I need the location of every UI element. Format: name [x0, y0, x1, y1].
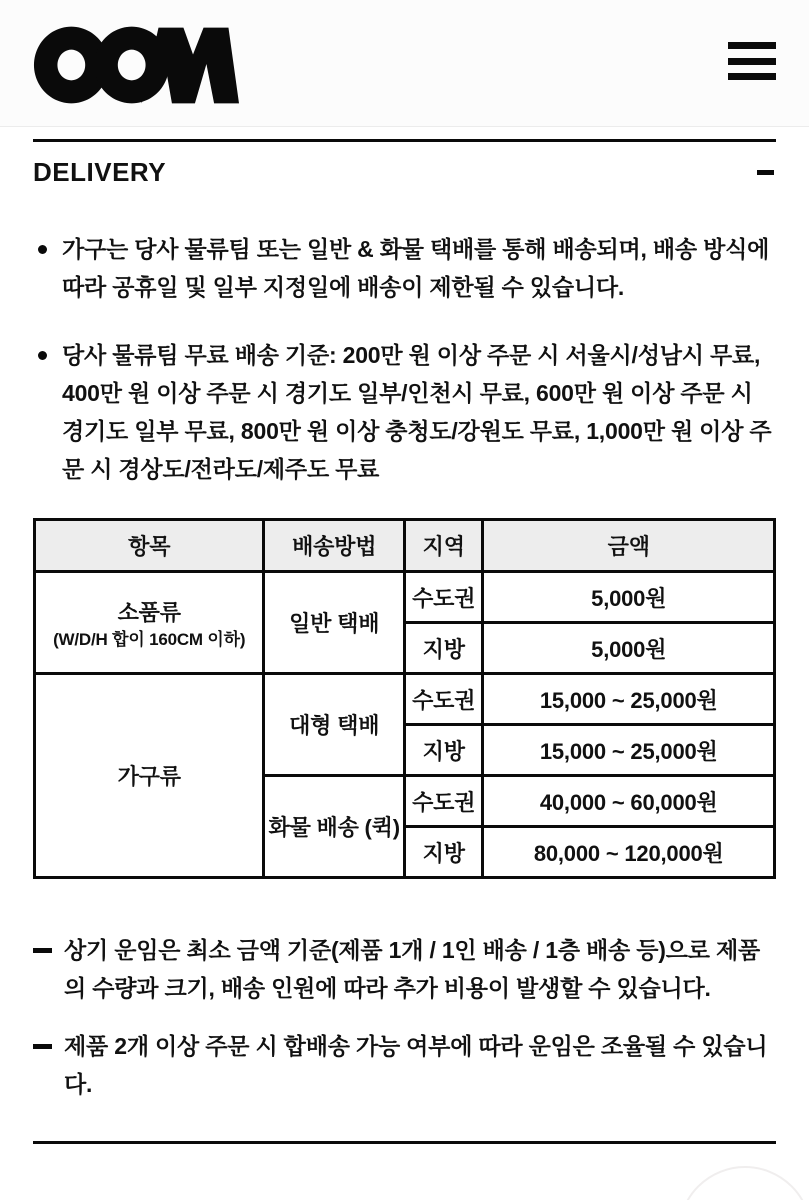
- minus-icon: [757, 170, 774, 175]
- region-cell: 지방: [404, 623, 482, 674]
- col-header-region: 지역: [404, 520, 482, 572]
- site-header: [0, 0, 809, 127]
- item-cell: [35, 572, 264, 674]
- table-header-row: [35, 520, 775, 572]
- hamburger-bar: [728, 73, 776, 80]
- col-header-item: 항목: [35, 520, 264, 572]
- delivery-section: [0, 139, 809, 1144]
- item-cell: 가구류: [35, 674, 264, 878]
- bullet-icon: [38, 351, 47, 360]
- col-header-price: 금액: [483, 520, 775, 572]
- menu-button[interactable]: [728, 42, 776, 80]
- method-cell: 일반 택배: [264, 572, 405, 674]
- item-name: 소품류: [117, 599, 181, 625]
- hamburger-icon: [728, 42, 776, 80]
- dash-icon: [33, 948, 52, 953]
- bullet-icon: [38, 245, 47, 254]
- hamburger-bar: [728, 58, 776, 65]
- region-cell: 지방: [404, 827, 482, 878]
- delivery-notes: [33, 931, 776, 1103]
- method-cell: 화물 배송 (퀵): [264, 776, 405, 878]
- section-header[interactable]: [33, 156, 776, 188]
- note-item: [33, 931, 776, 1007]
- delivery-method-text: 가구는 당사 물류팀 또는 일반 & 화물 택배를 통해 배송되며, 배송 방식에 따라 공휴일 및 일부 지정일에 배송이 제한될 수 있습니다.: [62, 236, 770, 300]
- section-title: DELIVERY: [33, 156, 167, 187]
- price-cell: 40,000 ~ 60,000원: [483, 776, 775, 827]
- price-cell: 5,000원: [483, 623, 775, 674]
- list-item: [33, 230, 776, 306]
- price-cell: 5,000원: [483, 572, 775, 623]
- region-cell: 지방: [404, 725, 482, 776]
- table-row: [35, 572, 775, 623]
- delivery-fee-table: [33, 518, 776, 879]
- oom-logo[interactable]: [33, 24, 239, 106]
- free-shipping-criteria-text: 당사 물류팀 무료 배송 기준: 200만 원 이상 주문 시 서울시/성남시 무료, 400만 원 이상 주문 시 경기도 일부/인천시 무료, 600만 원 이상 주문 시 경기도 일부 무료, 800만 원 이상 충청도/강원도 무료, 1,000만 원 이상 주문 시 경상도/전라도/제주도 무료: [62, 342, 772, 482]
- dash-icon: [33, 1044, 52, 1049]
- minimum-fare-note: 상기 운임은 최소 금액 기준(제품 1개 / 1인 배송 / 1층 배송 등)으로 제품의 수량과 크기, 배송 인원에 따라 추가 비용이 발생할 수 있습니다.: [64, 937, 760, 1001]
- price-cell: 15,000 ~ 25,000원: [483, 725, 775, 776]
- item-size-note: (W/D/H 합이 160CM 이하): [53, 629, 246, 649]
- delivery-info-list: [33, 230, 776, 488]
- section-bottom-divider: [33, 1141, 776, 1144]
- oom-logo-graphic: [33, 24, 239, 106]
- region-cell: 수도권: [404, 572, 482, 623]
- list-item: [33, 336, 776, 488]
- section-top-divider: [33, 139, 776, 142]
- col-header-method: 배송방법: [264, 520, 405, 572]
- combined-shipping-note: 제품 2개 이상 주문 시 합배송 가능 여부에 따라 운임은 조율될 수 있습니다.: [64, 1033, 768, 1097]
- method-cell: 대형 택배: [264, 674, 405, 776]
- price-cell: 15,000 ~ 25,000원: [483, 674, 775, 725]
- price-cell: 80,000 ~ 120,000원: [483, 827, 775, 878]
- region-cell: 수도권: [404, 776, 482, 827]
- collapse-button[interactable]: [755, 164, 776, 181]
- hamburger-bar: [728, 42, 776, 49]
- floating-button-partial[interactable]: [678, 1166, 809, 1200]
- region-cell: 수도권: [404, 674, 482, 725]
- note-item: [33, 1027, 776, 1103]
- table-row: [35, 674, 775, 725]
